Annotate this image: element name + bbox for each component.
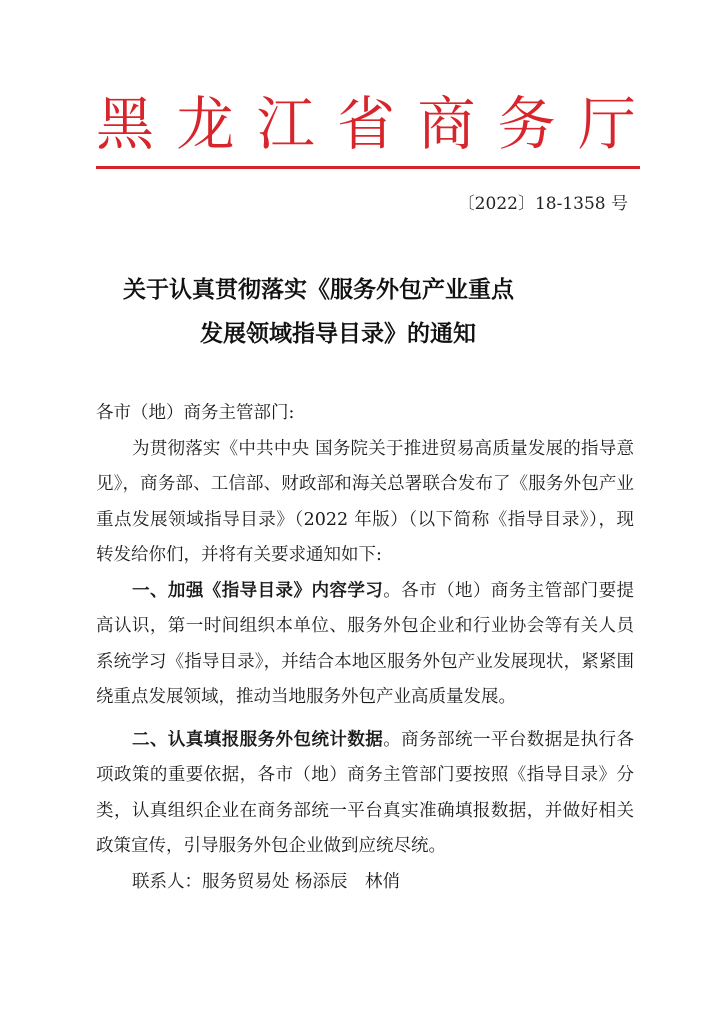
- section-text: 。商务部统一平台数据是执行各项政策的重要依据，各市（地）商务主管部门要按照《指导目录》分类，认真组织企业在商务部统一平台真实准确填报数据，并做好相关政策宣传，引导服务外包企业做到应统尽统。: [96, 729, 635, 856]
- salutation: 各市（地）商务主管部门:: [96, 403, 295, 423]
- intro-paragraph: 为贯彻落实《中共中央 国务院关于推进贸易高质量发展的指导意见》，商务部、工信部、财政部和海关总署联合发布了《服务外包产业重点发展领域指导目录》（2022 年版）（以下简称《指导目录》），现转发给你们，并将有关要求通知如下:: [96, 438, 634, 565]
- document-title-line-2: 发展领域指导目录》的通知: [200, 321, 476, 347]
- letterhead-char: 龙: [176, 90, 235, 158]
- contact-line: 联系人：服务贸易处 杨添辰 林俏: [132, 871, 401, 892]
- letterhead-char: 务: [497, 90, 556, 158]
- letterhead-char: 省: [336, 90, 395, 158]
- letterhead-char: 商: [417, 90, 476, 158]
- section-paragraph-1: [96, 574, 634, 716]
- document-body: [96, 396, 634, 900]
- agency-letterhead: [96, 86, 636, 162]
- section-text: 。各市（地）商务主管部门要提高认识，第一时间组织本单位、服务外包企业和行业协会等有关人员系统学习《指导目录》，并结合本地区服务外包产业发展现状，紧紧围绕重点发展领域，推动当地服务外包产业高质量发展。: [96, 580, 635, 707]
- section-heading: 一、加强《指导目录》内容学习: [132, 580, 384, 601]
- section-heading: 二、认真填报服务外包统计数据: [132, 729, 384, 750]
- letterhead-char: 厅: [577, 90, 636, 158]
- letterhead-divider: [96, 166, 640, 169]
- letterhead-char: 黑: [96, 90, 155, 158]
- section-paragraph-2: [96, 723, 634, 865]
- letterhead-char: 江: [256, 90, 315, 158]
- document-title-line-1: 关于认真贯彻落实《服务外包产业重点: [123, 277, 514, 303]
- document-number: 〔2022〕18-1358 号: [457, 194, 628, 214]
- paragraph-gap: [96, 716, 634, 723]
